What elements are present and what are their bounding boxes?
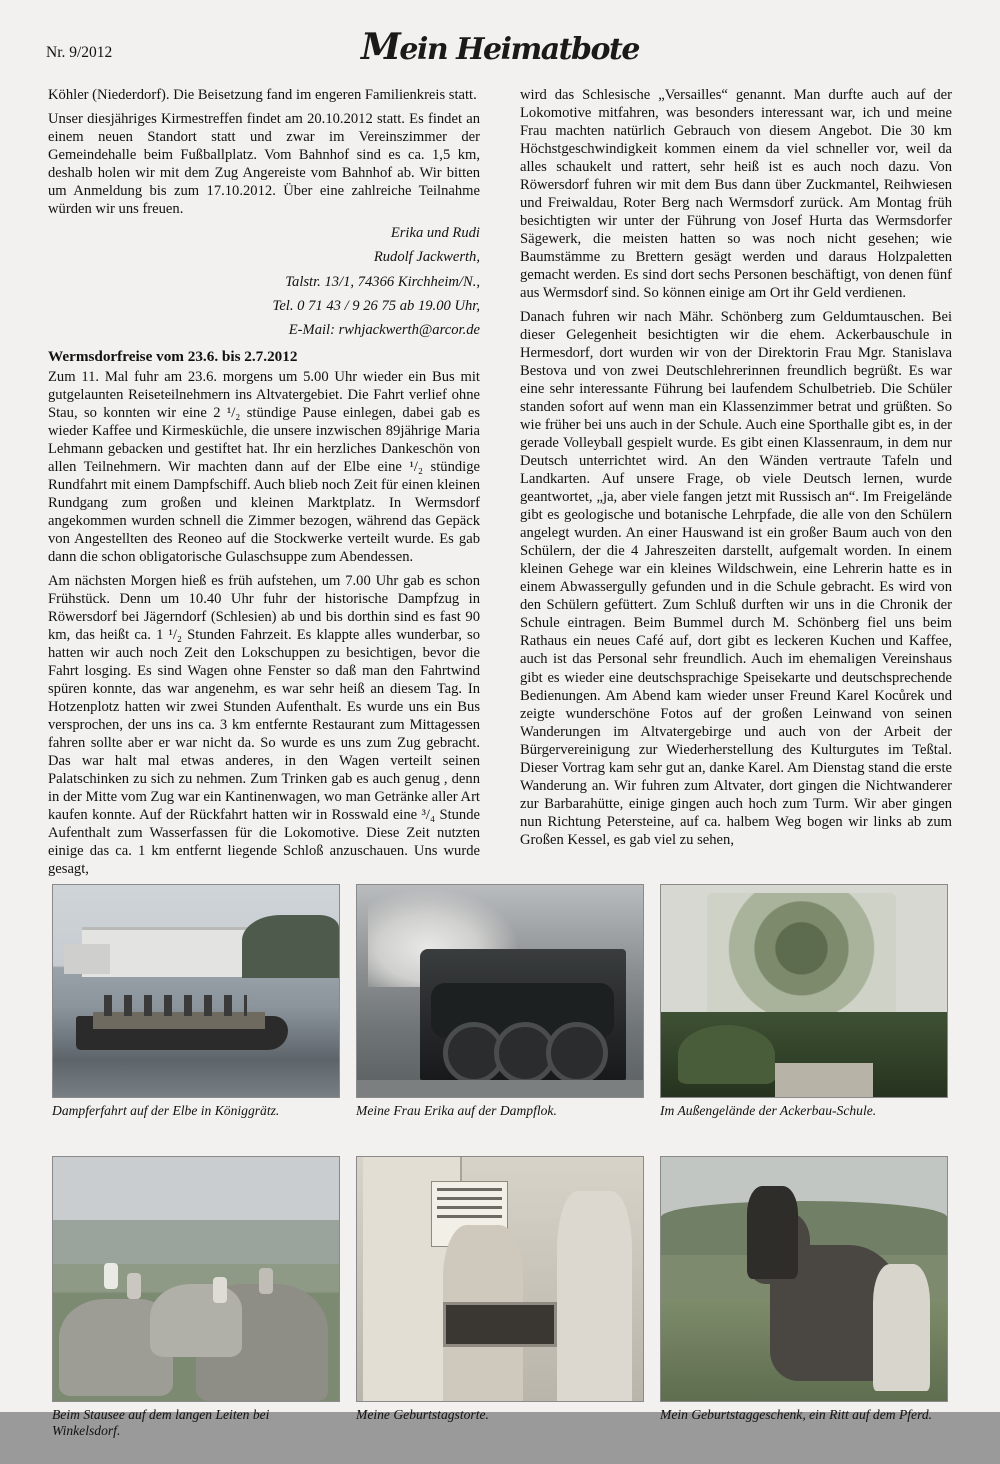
paragraph: wird das Schlesische „Versailles“ genannt. Man durfte auch auf der Lokomotive mitfahren, was besonders interessant war, ich und meine Frau machten natürlich Gebrauch von diesem Angebot. Die 30 km Höchstgeschwindigkeit kommen einem da viel schneller vor, weil da alles schaukelt und rattert, sehr heiß ist es auch noch dazu. Von Röwersdorf fuhren wir mit dem Bus dann über Zuckmantel, Reihwiesen und Freiwaldau, Roter Berg nach Wermsdorf zurück. Am Montag früh besichtigten wir unter der Führung von Josef Hurta das Wermsdorfer Sägewerk, die meisten hatten so was noch nicht gesehen; wie Baumstämme zu Brettern gesägt werden und daraus Holzpaletten gemacht werden. Es sind dort sechs Personen beschäftigt, von denen fünf aus Wermsdorf sind. So können einige am Ort ihr Geld verdienen.	[520, 87, 952, 302]
gallery-item	[356, 884, 644, 1119]
signature-email: E-Mail: rwhjackwerth@arcor.de	[288, 322, 480, 339]
photo-steamboat	[52, 884, 340, 1098]
section-heading: Wermsdorfreise vom 23.6. bis 2.7.2012	[48, 348, 298, 366]
photo-caption: Dampferfahrt auf der Elbe in Königgrätz.	[52, 1103, 280, 1118]
gallery-item	[52, 884, 340, 1119]
publication-logo	[361, 26, 639, 69]
gallery-item	[52, 1156, 340, 1440]
paragraph: Unser diesjähriges Kirmestreffen findet am 20.10.2012 statt. Es findet an einem neuen Standort statt und zwar im Vereinszimmer der Gemeindehalle beim Fußballplatz. Vom Bahnhof sind es ca. 1,5 km, deshalb holen wir mit dem Zug Angereiste vom Bahnhof ab. Wir bitten um Anmeldung bis zum 17.10.2012. Über eine zahlreiche Teilnahme würden wir uns freuen.	[48, 111, 480, 218]
gallery-row-2	[48, 1156, 952, 1456]
paragraph: Danach fuhren wir nach Mähr. Schönberg zum Geldumtauschen. Bei dieser Gelegenheit besichtigten wir die ehem. Ackerbauschule in Hermesdorf, dort wurden wir von der Direktorin Frau Mgr. Stanislava Bestova und von zwei Deutschlehrerinnen freundlich begrüßt. Es war eine sehr interessante Führung bei laufendem Schulbetrieb. Die Schüler standen sofort auf wenn man ein Klassenzimmer betrat und grüßten. So wie früher bei uns auch in der Schule. Auch eine Sporthalle gibt es, in der gerade Volleyball gespielt wurde. Es gibt einen Klassenraum, in dem nur Deutsch unterrichtet wird. An den Wänden vertraute Tafeln und Landkarten. Auf unsere Frage, ob viele Deutsch lernen, wurde geantwortet, „ja, aber viele fangen jetzt mit Russisch an“. Im Freigelände gibt es geologische und botanische Lehrpfade, die alle von den Schülern angelegt wurden. An einer Hauswand ist ein großer Baum auch von den Schülern, der die 4 Jahreszeiten darstellt, aufgemalt worden. In einem kleinen Gehege war ein kleines Wildschwein, eine Lehrerin hatte es in einem Abwassergully gefunden und in die Schule gebracht. Es wird von den Schülern gefüttert. Zum Schluß durften wir uns in die Chronik der Schule eintragen. Beim Bummel durch M. Schönberg fiel uns beim Rathaus ein neues Café auf, dort gibt es leckeren Kuchen und Kaffee, auch ist das Personal sehr freundlich. Auch im ehemaligen Vereinshaus gibt es wieder eine deutschsprachige Speisekarte und deutschsprechende Bedienungen. Am Abend kam wieder unser Freund Karel Kocůrek und zeigte wunderschöne Fotos auf der großen Leinwand von seinen Wanderungen im Altvatergebirge und auch von der Arbeit der Bürgervereinigung zur Wiederherstellung des Kulturgutes im Teßtal. Dieser Vortrag kam sehr gut an, danke Karel. Am Dienstag stand die erste Wanderung an. Wir fuhren zum Altvater, dort gingen die Nichtwanderer zur Barbarahütte, einige gingen auch hoch zum Turm. Wir aber gingen nun Richtung Petersteine, auf ca. halbem Weg bogen wir links ab zum Großen Kessel, es gab viel zu sehen,	[520, 309, 952, 848]
gallery-item	[660, 1156, 948, 1423]
issue-number: Nr. 9/2012	[46, 44, 113, 61]
photo-caption: Beim Stausee auf dem langen Leiten bei Winkelsdorf.	[52, 1407, 270, 1439]
photo-caption: Meine Frau Erika auf der Dampflok.	[356, 1103, 557, 1118]
gallery-item	[356, 1156, 644, 1423]
signature-line: Talstr. 13/1, 74366 Kirchheim/N.,	[285, 273, 480, 290]
left-column	[48, 86, 480, 884]
gallery-row-1	[48, 884, 952, 1148]
logo-initial: M	[361, 26, 400, 68]
article-columns	[48, 86, 952, 878]
photo-school-grounds	[660, 884, 948, 1098]
photo-caption: Mein Geburtstaggeschenk, ein Ritt auf dem Pferd.	[660, 1407, 933, 1422]
signature-line: Rudolf Jackwerth,	[373, 249, 480, 266]
photo-gallery	[48, 884, 952, 1464]
paragraph: Zum 11. Mal fuhr am 23.6. morgens um 5.00 Uhr wieder ein Bus mit gutgelaunten Reiseteilnehmern ins Altvatergebiet. Die Fahrt verlief ohne Stau, so konnten wir eine 2 ¹/₂ stündige Pause einlegen, dabei gab es wieder Kaffee und Kirmesküchle, die unsere inzwischen 89jährige Maria Lehmann gebacken und gestiftet hat. Ihr ein herzliches Dankeschön von allen Teilnehmern. Wir machten dann auf der Elbe eine ¹/₂ stündige Rundfahrt mit einem Dampfschiff. Auch blieb noch Zeit für einen kleinen Rundgang zum großen und kleinen Marktplatz. In Wermsdorf angekommen wurden schnell die Zimmer bezogen, während das Gepäck von Angestellten des Reoneo auf die Stockwerke verteilt wurde. Es gab dann die schon obligatorische Gulaschsuppe zum Abendessen.	[48, 369, 480, 566]
signature-line: Tel. 0 71 43 / 9 26 75 ab 19.00 Uhr,	[272, 297, 480, 314]
photo-caption: Im Außengelände der Ackerbau-Schule.	[660, 1103, 877, 1118]
photo-steam-locomotive	[356, 884, 644, 1098]
signature-line: Erika und Rudi	[390, 225, 480, 242]
photo-stausee-hike	[52, 1156, 340, 1402]
logo-title: ein Heimatbote	[399, 32, 639, 67]
right-column	[520, 86, 952, 855]
photo-caption: Meine Geburtstagstorte.	[356, 1407, 489, 1422]
photo-horse-ride	[660, 1156, 948, 1402]
signature-block	[48, 224, 480, 339]
paragraph: Köhler (Niederdorf). Die Beisetzung fand im engeren Familienkreis statt.	[48, 87, 477, 103]
masthead	[46, 26, 954, 70]
photo-birthday-cake	[356, 1156, 644, 1402]
paragraph: Am nächsten Morgen hieß es früh aufstehen, um 7.00 Uhr gab es schon Frühstück. Denn um 10.40 Uhr fuhr der historische Dampfzug in Röwersdorf bei Jägerndorf (Schlesien) ab und bis dorthin sind es fast 90 km, das heißt ca. 1 ¹/₂ Stunden Fahrzeit. Es klappte alles wunderbar, so hatten wir auch noch Zeit den Lokschuppen zu besichtigen, bevor die Fahrt losging. Es sind Wagen ohne Fenster so daß man den Fahrtwind spüren konnte, das war angenehm, es war sehr heiß an diesem Tag. In Hotzenplotz hatten wir zwei Stunden Aufenthalt. Es wurde uns ein Bus versprochen, der uns ins ca. 3 km entfernte Restaurant zum Mittagessen fahren sollte aber er war nicht da. So wurde es uns zum Zug gebracht. Das war halt mal etwas anderes, in den Wagen verteilt seinen Palatschinken zu sich zu nehmen. Zum Trinken gab es auch genug , denn in der Mitte vom Zug war ein Kantinenwagen, wo man Getränke aller Art kaufen konnte. Auf der Rückfahrt hatten wir in Rosswald eine ³/₄ Stunde Aufenthalt zum Wasserfassen für die Lokomotive. Diese Zeit nutzten einige das ca. 1 km entfernt liegende Schloß anzuschauen. Uns wurde gesagt,	[48, 573, 480, 878]
gallery-item	[660, 884, 948, 1119]
